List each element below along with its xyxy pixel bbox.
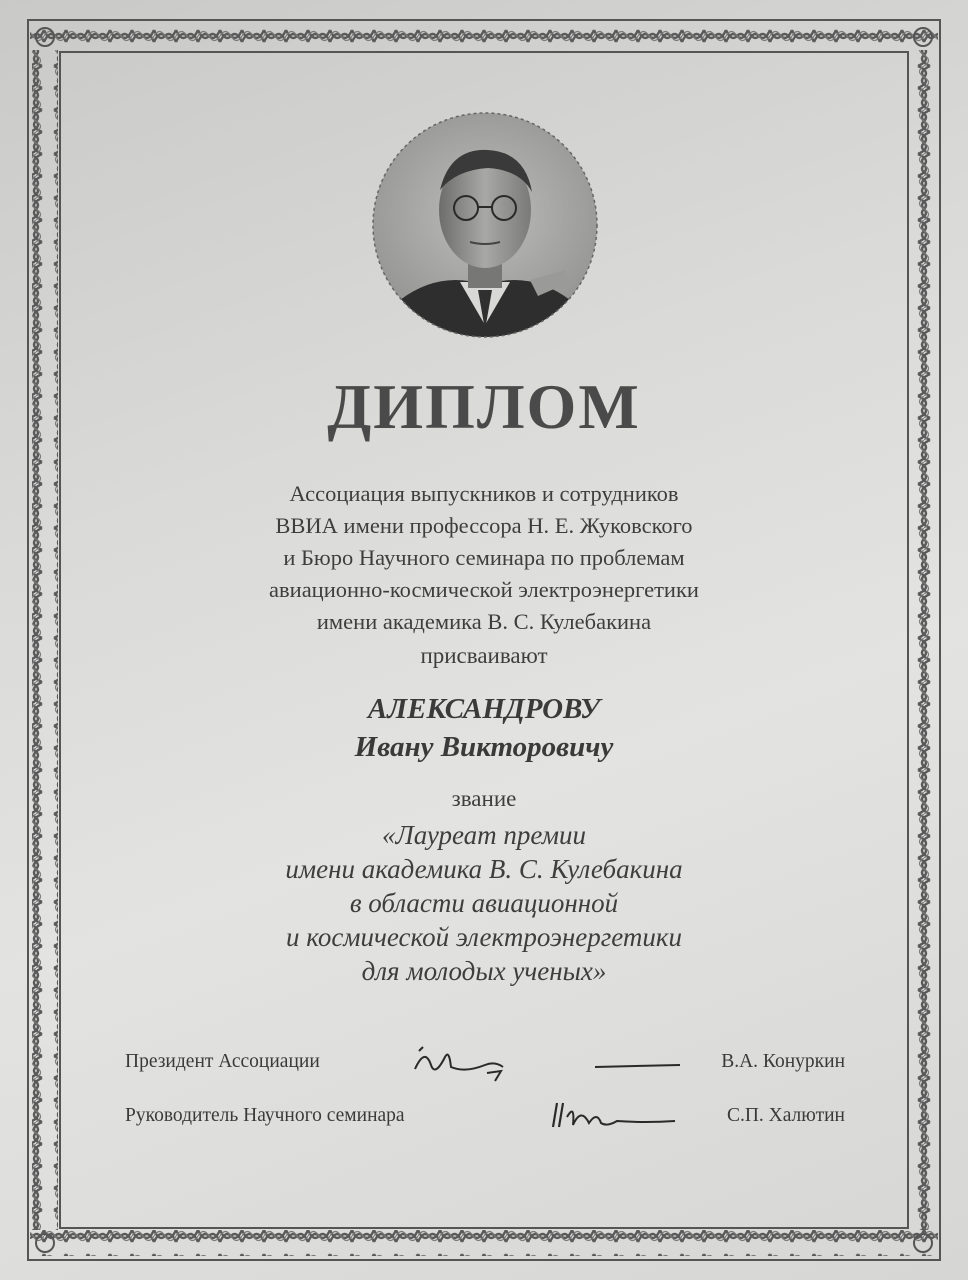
award-line: для молодых ученых» (361, 956, 607, 986)
signature-row-seminar-head (125, 1097, 845, 1137)
diploma-title: ДИПЛОМ (327, 371, 641, 442)
portrait-photo (360, 110, 610, 340)
handwritten-signature (405, 1043, 535, 1083)
organization-line: авиационно-космической электроэнергетики (269, 577, 699, 602)
award-title (60, 818, 908, 988)
award-line: имени академика В. С. Кулебакина (285, 854, 683, 884)
signatory-role: Президент Ассоциации (125, 1051, 320, 1072)
recipient-given-names: Ивану Викторовичу (354, 731, 614, 763)
diploma-content (60, 0, 908, 1280)
recipient-surname: АЛЕКСАНДРОВУ (367, 693, 601, 725)
award-line: «Лауреат премии (382, 820, 586, 850)
award-verb: присваивают (420, 643, 548, 668)
rank-label: звание (451, 786, 517, 811)
organization-line: имени академика В. С. Кулебакина (316, 609, 652, 634)
recipient-name (60, 690, 908, 766)
handwritten-signature (545, 1097, 695, 1137)
issuing-organization (60, 478, 908, 638)
award-line: в области авиационной (349, 888, 619, 918)
organization-line: и Бюро Научного семинара по проблемам (283, 545, 685, 570)
signatory-name: С.П. Халютин (726, 1105, 845, 1126)
award-line: и космической электроэнергетики (285, 922, 683, 952)
signatory-role: Руководитель Научного семинара (125, 1105, 405, 1126)
signature-line (595, 1043, 685, 1083)
signatory-name: В.А. Конуркин (721, 1051, 845, 1072)
organization-line: Ассоциация выпускников и сотрудников (289, 481, 679, 506)
organization-line: ВВИА имени профессора Н. Е. Жуковского (275, 513, 693, 538)
signature-row-president (125, 1043, 845, 1083)
